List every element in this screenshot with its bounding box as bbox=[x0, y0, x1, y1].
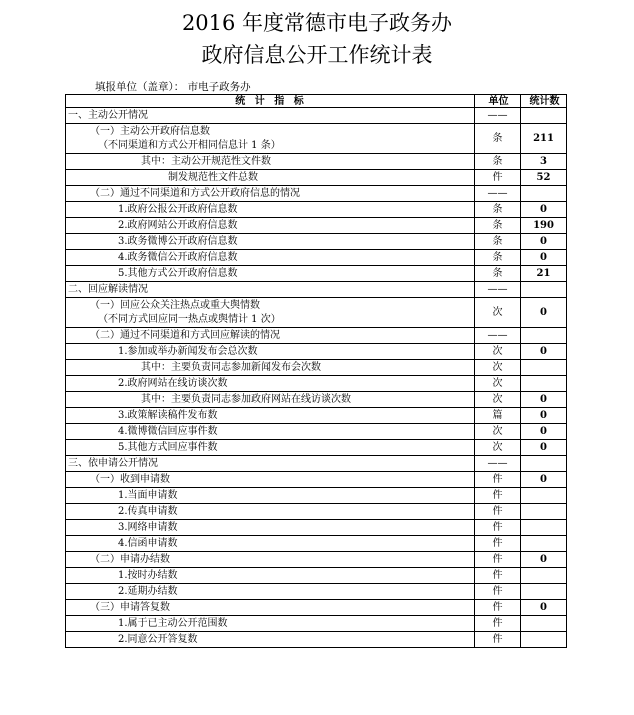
row-indicator bbox=[66, 376, 475, 392]
row-unit: 次 bbox=[475, 440, 521, 456]
row-count bbox=[521, 282, 567, 298]
report-title-line2: 政府信息公开工作统计表 bbox=[201, 43, 433, 67]
row-indicator-text: 其中：主要负责同志参加政府网站在线访谈次数 bbox=[141, 393, 351, 405]
row-indicator-text: 4.信函申请数 bbox=[118, 537, 178, 549]
row-indicator-text: 1.参加或举办新闻发布会总次数 bbox=[118, 345, 258, 357]
table-row bbox=[66, 584, 567, 600]
row-unit: 条 bbox=[475, 250, 521, 266]
row-count: 190 bbox=[521, 218, 567, 234]
table-row bbox=[66, 328, 567, 344]
row-indicator-text: 2.政府网站公开政府信息数 bbox=[118, 219, 238, 231]
row-indicator-text: （三）申请答复数 bbox=[90, 601, 170, 613]
row-count bbox=[521, 488, 567, 504]
table-row bbox=[66, 282, 567, 298]
table-row bbox=[66, 632, 567, 648]
row-unit: 条 bbox=[475, 218, 521, 234]
table-row bbox=[66, 600, 567, 616]
row-indicator bbox=[66, 234, 475, 250]
table-row bbox=[66, 456, 567, 472]
table-row bbox=[66, 536, 567, 552]
row-indicator bbox=[66, 456, 475, 472]
row-indicator-text: 2.政府网站在线访谈次数 bbox=[118, 377, 228, 389]
row-count: 0 bbox=[521, 344, 567, 360]
table-row bbox=[66, 616, 567, 632]
row-unit: 件 bbox=[475, 504, 521, 520]
row-indicator bbox=[66, 154, 475, 170]
row-indicator-text: 二、回应解读情况 bbox=[68, 283, 148, 295]
row-indicator bbox=[66, 472, 475, 488]
row-unit: 条 bbox=[475, 154, 521, 170]
row-indicator-text: 三、依申请公开情况 bbox=[68, 457, 158, 469]
table-row bbox=[66, 202, 567, 218]
row-unit: 件 bbox=[475, 568, 521, 584]
row-indicator-text: （二）通过不同渠道和方式回应解读的情况 bbox=[90, 329, 280, 341]
statistics-table bbox=[65, 94, 567, 648]
table-row bbox=[66, 504, 567, 520]
row-count bbox=[521, 456, 567, 472]
row-indicator bbox=[66, 266, 475, 282]
row-indicator bbox=[66, 504, 475, 520]
report-title-line1: 2016 年度常德市电子政务办 bbox=[181, 11, 453, 35]
row-unit: —— bbox=[475, 328, 521, 344]
row-unit: 条 bbox=[475, 234, 521, 250]
row-count: 0 bbox=[521, 424, 567, 440]
row-count: 0 bbox=[521, 600, 567, 616]
row-indicator bbox=[66, 170, 475, 186]
row-indicator bbox=[66, 108, 475, 124]
row-indicator-text: 3.网络申请数 bbox=[118, 521, 178, 533]
row-unit: 件 bbox=[475, 170, 521, 186]
table-row bbox=[66, 234, 567, 250]
row-count bbox=[521, 360, 567, 376]
row-indicator bbox=[66, 584, 475, 600]
row-count bbox=[521, 504, 567, 520]
row-indicator bbox=[66, 552, 475, 568]
table-row bbox=[66, 360, 567, 376]
filling-unit-label: 填报单位（盖章）： 市电子政务办 bbox=[95, 81, 251, 93]
row-indicator-text: 4.政务微信公开政府信息数 bbox=[118, 251, 238, 263]
row-count: 0 bbox=[521, 298, 567, 328]
row-unit: 件 bbox=[475, 616, 521, 632]
table-row bbox=[66, 154, 567, 170]
row-indicator-text: （一）收到申请数 bbox=[90, 473, 170, 485]
row-unit: —— bbox=[475, 456, 521, 472]
row-indicator bbox=[66, 600, 475, 616]
row-indicator-text: 1.按时办结数 bbox=[118, 569, 178, 581]
row-indicator bbox=[66, 282, 475, 298]
row-indicator-text: 2.传真申请数 bbox=[118, 505, 178, 517]
row-count: 0 bbox=[521, 472, 567, 488]
row-indicator-text: 1.政府公报公开政府信息数 bbox=[118, 203, 238, 215]
row-indicator bbox=[66, 568, 475, 584]
table-row bbox=[66, 298, 567, 328]
table-row bbox=[66, 344, 567, 360]
row-indicator bbox=[66, 344, 475, 360]
row-unit: 件 bbox=[475, 632, 521, 648]
row-indicator bbox=[66, 218, 475, 234]
row-indicator bbox=[66, 616, 475, 632]
table-row bbox=[66, 568, 567, 584]
table-row bbox=[66, 408, 567, 424]
table-row bbox=[66, 376, 567, 392]
row-unit: 件 bbox=[475, 488, 521, 504]
row-count: 0 bbox=[521, 392, 567, 408]
table-row bbox=[66, 552, 567, 568]
row-indicator bbox=[66, 536, 475, 552]
row-unit: 次 bbox=[475, 344, 521, 360]
row-indicator bbox=[66, 408, 475, 424]
row-unit: 条 bbox=[475, 266, 521, 282]
row-indicator-text: （二）申请办结数 bbox=[90, 553, 170, 565]
row-unit: —— bbox=[475, 186, 521, 202]
row-count bbox=[521, 536, 567, 552]
row-count: 52 bbox=[521, 170, 567, 186]
table-row bbox=[66, 124, 567, 154]
row-indicator-text: 1.当面申请数 bbox=[118, 489, 178, 501]
row-count: 211 bbox=[521, 124, 567, 154]
row-unit: 件 bbox=[475, 552, 521, 568]
row-count: 0 bbox=[521, 202, 567, 218]
row-indicator-text: 2.延期办结数 bbox=[118, 585, 178, 597]
row-indicator bbox=[66, 202, 475, 218]
row-indicator-text: 其中：主动公开规范性文件数 bbox=[141, 155, 271, 167]
row-indicator-text: 2.同意公开答复数 bbox=[118, 633, 198, 645]
row-indicator bbox=[66, 392, 475, 408]
row-unit: 件 bbox=[475, 520, 521, 536]
table-row bbox=[66, 472, 567, 488]
row-indicator-text: 3.政务微博公开政府信息数 bbox=[118, 235, 238, 247]
row-count: 0 bbox=[521, 440, 567, 456]
row-indicator-note: （不同渠道和方式公开相同信息计 1 条） bbox=[98, 139, 281, 151]
row-indicator bbox=[66, 298, 475, 328]
row-indicator-text: 5.其他方式公开政府信息数 bbox=[118, 267, 238, 279]
table-row bbox=[66, 108, 567, 124]
row-count bbox=[521, 632, 567, 648]
row-unit: 件 bbox=[475, 536, 521, 552]
row-unit: 件 bbox=[475, 472, 521, 488]
row-count bbox=[521, 186, 567, 202]
row-unit: 条 bbox=[475, 124, 521, 154]
row-unit: 条 bbox=[475, 202, 521, 218]
header-unit: 单位 bbox=[475, 95, 521, 108]
row-indicator bbox=[66, 250, 475, 266]
row-indicator-text: 1.属于已主动公开范围数 bbox=[118, 617, 228, 629]
row-unit: 次 bbox=[475, 298, 521, 328]
row-count bbox=[521, 520, 567, 536]
row-unit: 篇 bbox=[475, 408, 521, 424]
header-indicator: 统 计 指 标 bbox=[66, 95, 475, 108]
row-indicator-text: 一、主动公开情况 bbox=[68, 109, 148, 121]
row-indicator-text: （一）回应公众关注热点或重大舆情数 bbox=[90, 299, 260, 311]
row-unit: 件 bbox=[475, 584, 521, 600]
row-indicator bbox=[66, 186, 475, 202]
table-body bbox=[66, 108, 567, 648]
row-count: 21 bbox=[521, 266, 567, 282]
row-indicator bbox=[66, 124, 475, 154]
row-indicator-text: 5.其他方式回应事件数 bbox=[118, 441, 218, 453]
row-indicator-text: 制发规范性文件总数 bbox=[168, 171, 258, 183]
table-row bbox=[66, 440, 567, 456]
table-row bbox=[66, 392, 567, 408]
row-unit: 次 bbox=[475, 360, 521, 376]
row-unit: 次 bbox=[475, 424, 521, 440]
row-indicator bbox=[66, 440, 475, 456]
row-count bbox=[521, 108, 567, 124]
table-row bbox=[66, 218, 567, 234]
row-indicator-text: 4.微博微信回应事件数 bbox=[118, 425, 218, 437]
row-indicator bbox=[66, 632, 475, 648]
row-unit: 次 bbox=[475, 392, 521, 408]
table-header-row bbox=[66, 95, 567, 108]
row-unit: 次 bbox=[475, 376, 521, 392]
table-row bbox=[66, 266, 567, 282]
row-count bbox=[521, 328, 567, 344]
row-unit: 件 bbox=[475, 600, 521, 616]
row-indicator-text: （二）通过不同渠道和方式公开政府信息的情况 bbox=[90, 187, 300, 199]
row-indicator bbox=[66, 328, 475, 344]
row-indicator bbox=[66, 360, 475, 376]
row-indicator bbox=[66, 520, 475, 536]
row-indicator-text: 3.政策解读稿件发布数 bbox=[118, 409, 218, 421]
row-count: 0 bbox=[521, 250, 567, 266]
table-row bbox=[66, 250, 567, 266]
row-count: 3 bbox=[521, 154, 567, 170]
row-unit: —— bbox=[475, 282, 521, 298]
row-indicator-note: （不同方式回应同一热点或舆情计 1 次） bbox=[98, 313, 281, 325]
row-indicator-text: 其中：主要负责同志参加新闻发布会次数 bbox=[141, 361, 321, 373]
row-indicator bbox=[66, 424, 475, 440]
row-count bbox=[521, 584, 567, 600]
header-count: 统计数 bbox=[521, 95, 567, 108]
row-count bbox=[521, 376, 567, 392]
row-count bbox=[521, 568, 567, 584]
row-count: 0 bbox=[521, 408, 567, 424]
table-row bbox=[66, 488, 567, 504]
table-row bbox=[66, 186, 567, 202]
row-count: 0 bbox=[521, 234, 567, 250]
row-indicator-text: （一）主动公开政府信息数 bbox=[90, 125, 210, 137]
row-indicator bbox=[66, 488, 475, 504]
row-count bbox=[521, 616, 567, 632]
table-row bbox=[66, 424, 567, 440]
table-row bbox=[66, 520, 567, 536]
row-count: 0 bbox=[521, 552, 567, 568]
table-row bbox=[66, 170, 567, 186]
row-unit: —— bbox=[475, 108, 521, 124]
